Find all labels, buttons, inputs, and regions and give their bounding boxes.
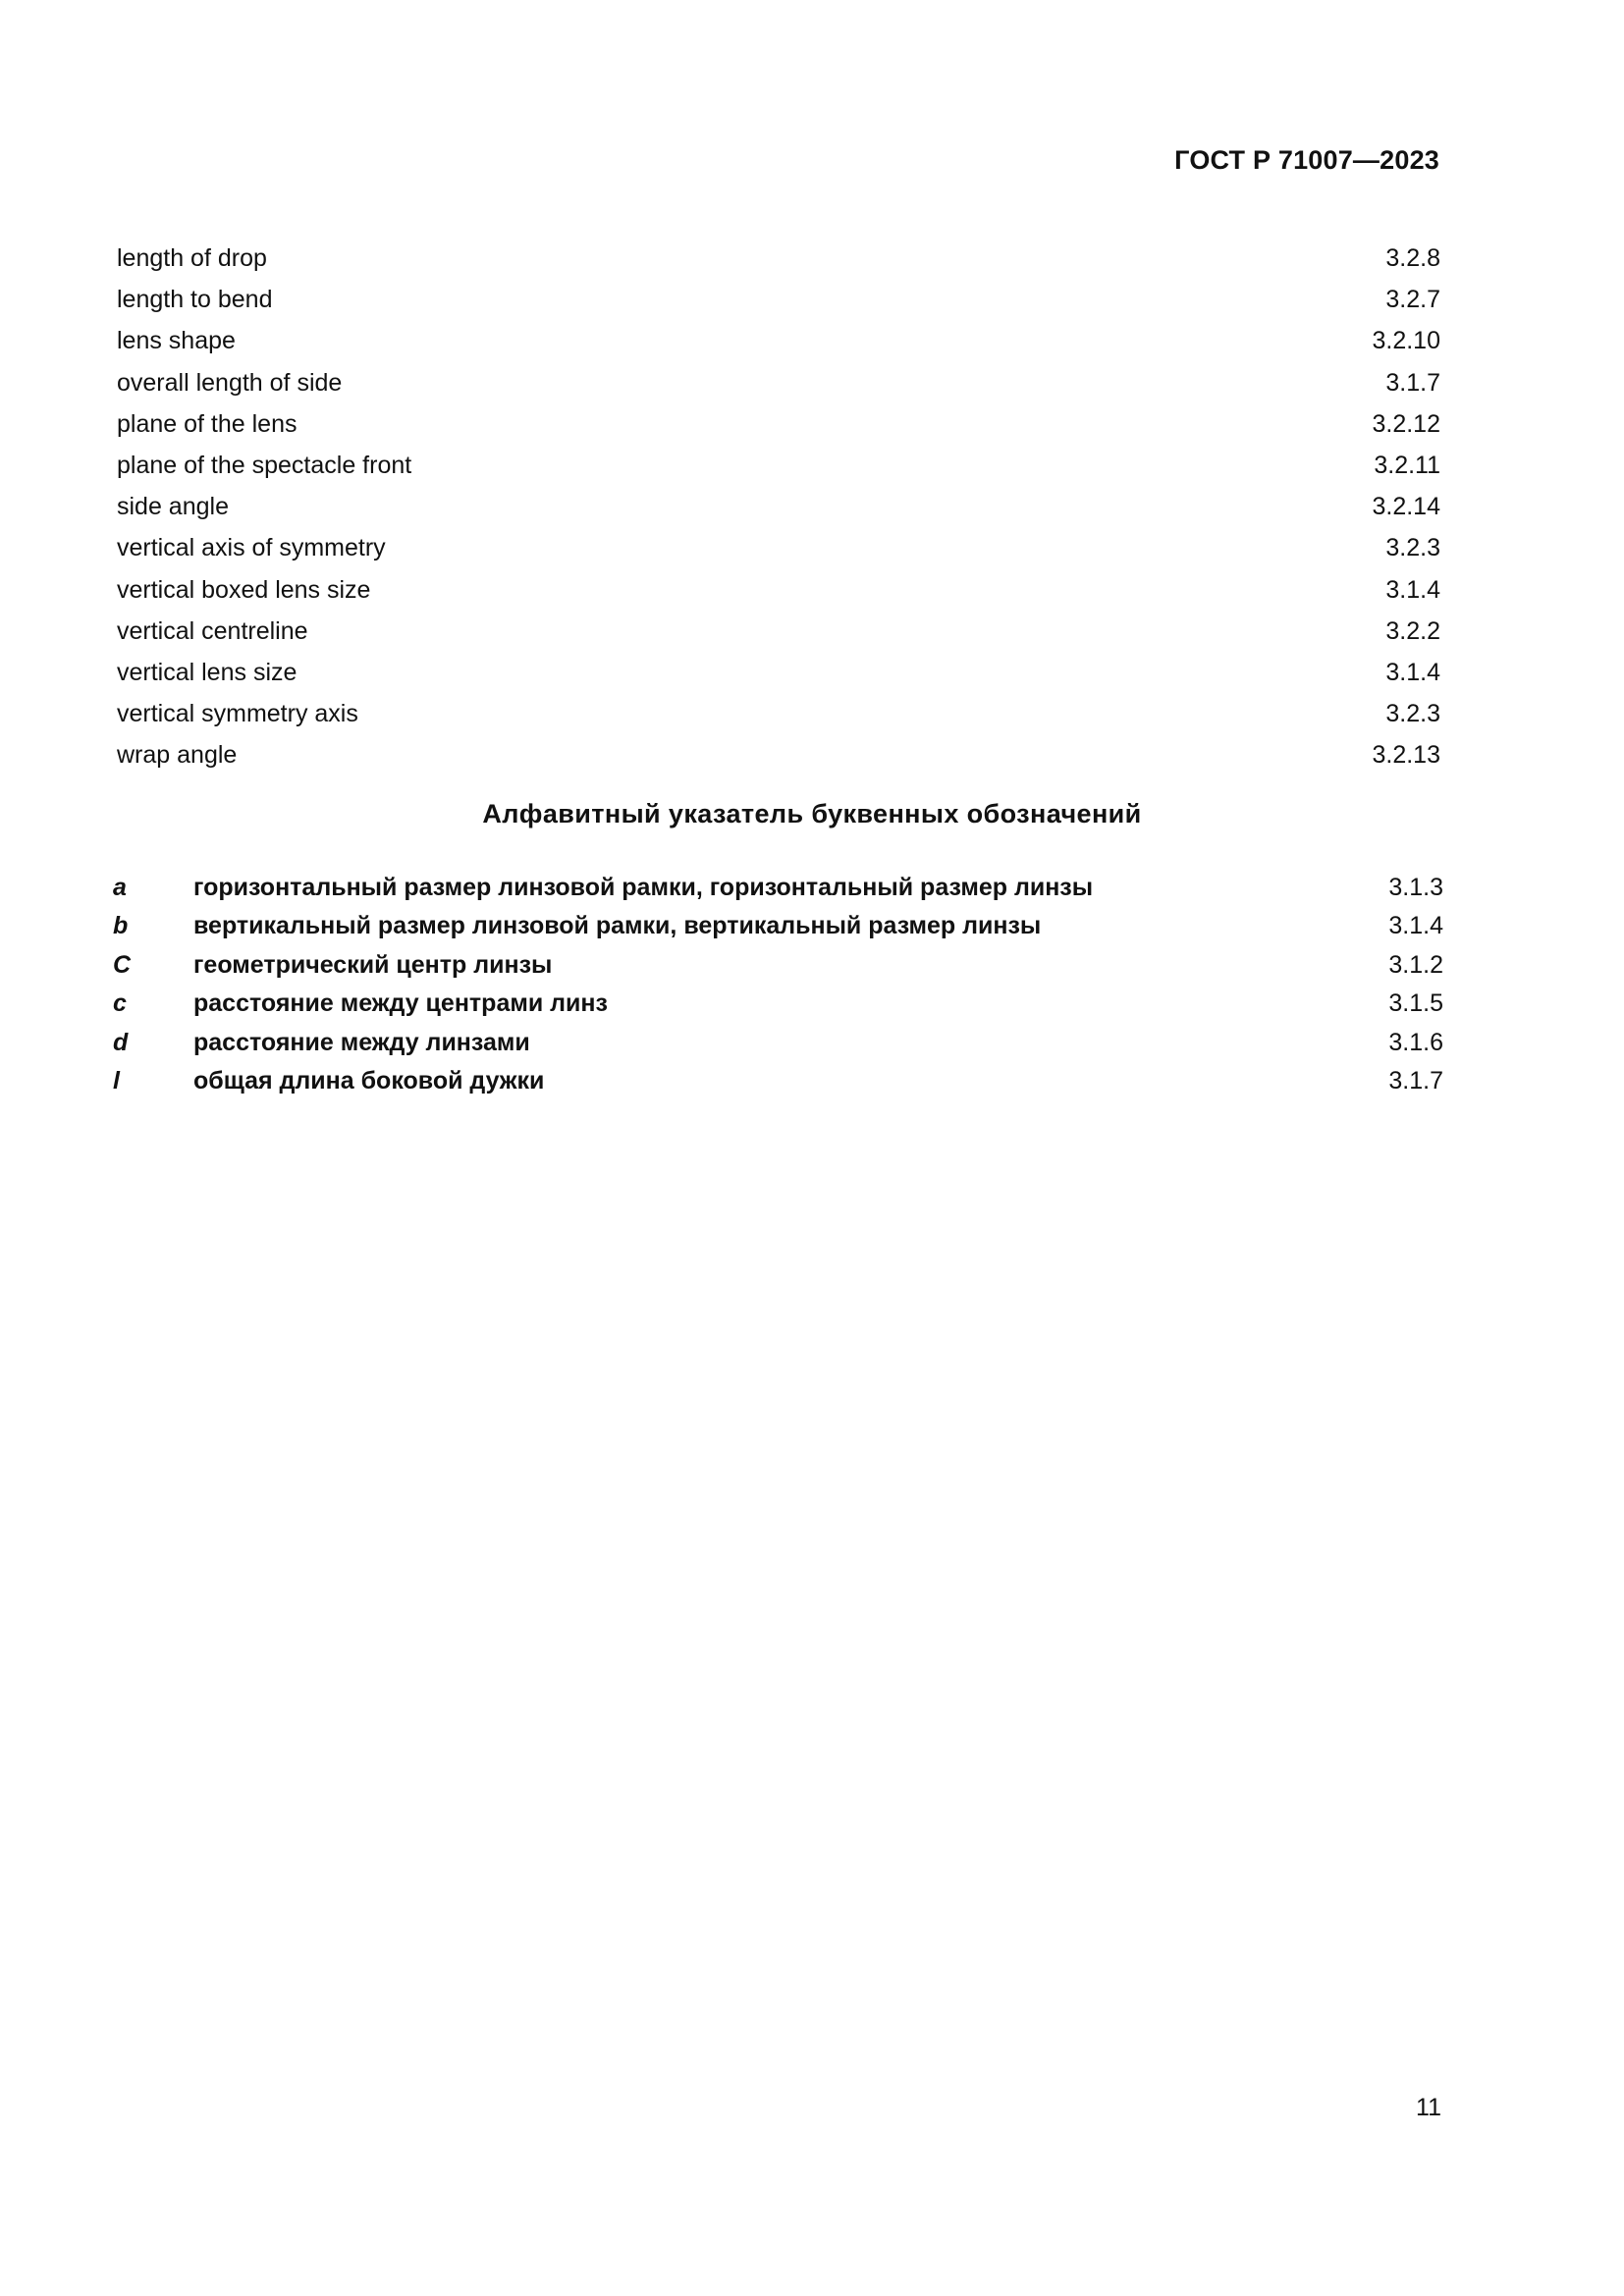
term-reference: 3.2.12	[1372, 409, 1440, 438]
symbol-reference: 3.1.5	[1388, 989, 1443, 1018]
term-row	[117, 490, 1440, 531]
term-name: vertical boxed lens size	[117, 575, 371, 604]
symbol-row	[113, 1027, 1443, 1065]
term-row	[117, 449, 1440, 490]
symbol-description: общая длина боковой дужки	[193, 1066, 545, 1095]
symbol-row	[113, 949, 1443, 988]
term-name: wrap angle	[117, 741, 238, 770]
term-name: plane of the lens	[117, 409, 298, 438]
term-reference: 3.2.2	[1385, 616, 1440, 645]
term-name: lens shape	[117, 327, 236, 355]
term-row	[117, 614, 1440, 656]
symbol-reference: 3.1.2	[1388, 950, 1443, 979]
term-row	[117, 407, 1440, 449]
page-number: 11	[1416, 2094, 1441, 2121]
term-row	[117, 283, 1440, 324]
symbol-row	[113, 1065, 1443, 1103]
term-row	[117, 656, 1440, 697]
term-row	[117, 573, 1440, 614]
term-reference: 3.1.7	[1385, 368, 1440, 397]
section-title: Алфавитный указатель буквенных обозначений	[482, 799, 1142, 828]
term-row	[117, 531, 1440, 572]
term-reference: 3.2.3	[1385, 700, 1440, 728]
symbol-letter: a	[113, 874, 127, 901]
term-reference: 3.2.13	[1372, 741, 1440, 770]
term-name: overall length of side	[117, 368, 343, 397]
term-name: vertical symmetry axis	[117, 700, 358, 728]
symbol-reference: 3.1.6	[1388, 1028, 1443, 1056]
symbol-description: расстояние между центрами линз	[193, 989, 608, 1018]
symbol-row	[113, 910, 1443, 948]
symbol-description: геометрический центр линзы	[193, 950, 553, 979]
term-name: vertical lens size	[117, 658, 298, 686]
symbol-reference: 3.1.4	[1388, 912, 1443, 940]
term-row	[117, 324, 1440, 365]
symbol-index	[113, 872, 1443, 1103]
term-row	[117, 241, 1440, 283]
term-reference: 3.2.7	[1385, 286, 1440, 314]
term-name: vertical centreline	[117, 616, 308, 645]
symbol-row	[113, 988, 1443, 1026]
symbol-description: вертикальный размер линзовой рамки, вертикальный размер линзы	[193, 912, 1042, 940]
term-reference: 3.2.8	[1385, 244, 1440, 272]
term-reference: 3.2.11	[1374, 451, 1440, 479]
term-name: vertical axis of symmetry	[117, 534, 386, 562]
term-name: length to bend	[117, 286, 273, 314]
term-reference: 3.1.4	[1385, 658, 1440, 686]
term-row	[117, 366, 1440, 407]
term-reference: 3.2.10	[1372, 327, 1440, 355]
symbol-letter: c	[113, 989, 127, 1018]
symbol-row	[113, 872, 1443, 910]
term-row	[117, 697, 1440, 738]
term-name: length of drop	[117, 244, 267, 272]
term-reference: 3.2.14	[1372, 493, 1440, 521]
english-term-index	[117, 241, 1440, 779]
term-name: side angle	[117, 493, 229, 521]
symbol-letter: l	[113, 1066, 120, 1095]
symbol-letter: C	[113, 950, 132, 979]
symbol-reference: 3.1.3	[1388, 874, 1443, 901]
document-header-id: ГОСТ Р 71007—2023	[1174, 145, 1439, 175]
term-reference: 3.2.3	[1385, 534, 1440, 562]
symbol-letter: d	[113, 1028, 129, 1056]
term-name: plane of the spectacle front	[117, 451, 412, 479]
term-row	[117, 738, 1440, 779]
term-reference: 3.1.4	[1385, 575, 1440, 604]
symbol-reference: 3.1.7	[1388, 1066, 1443, 1095]
symbol-description: горизонтальный размер линзовой рамки, горизонтальный размер линзы	[193, 874, 1094, 901]
symbol-description: расстояние между линзами	[193, 1028, 530, 1056]
symbol-letter: b	[113, 912, 129, 940]
